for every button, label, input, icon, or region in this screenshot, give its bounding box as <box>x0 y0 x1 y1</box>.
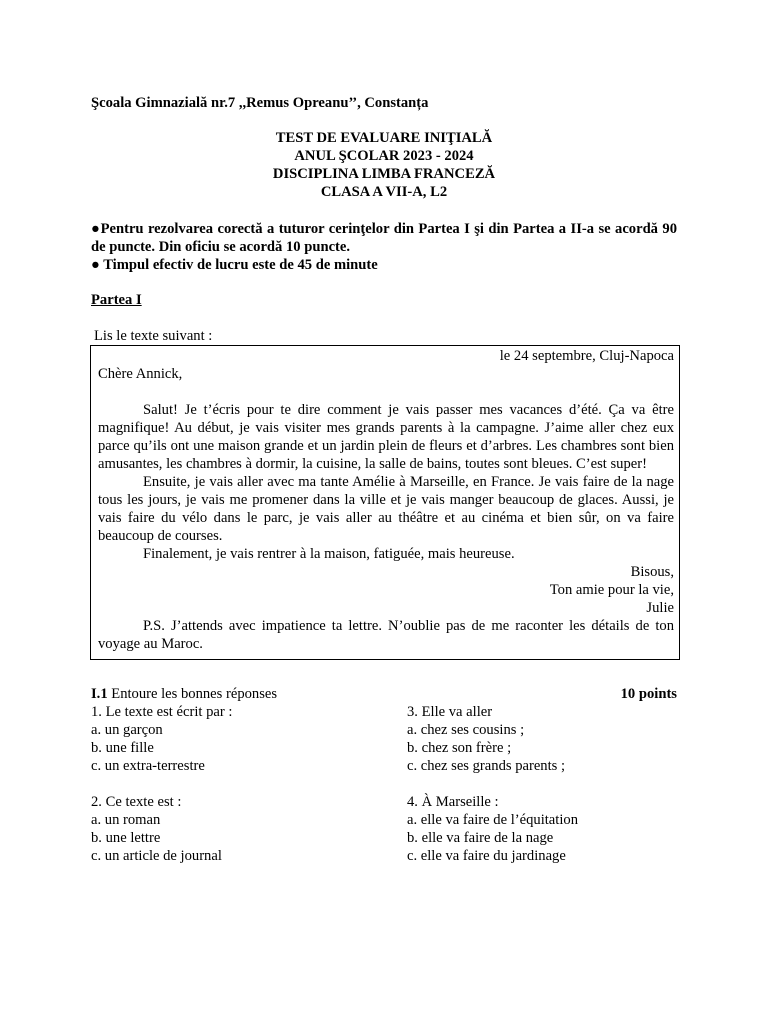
question-prompt: 1. Le texte est écrit par : <box>91 704 233 720</box>
answer-option[interactable]: b. elle va faire de la nage <box>407 830 554 846</box>
answer-option[interactable]: a. elle va faire de l’équitation <box>407 812 578 828</box>
title-line-school-year: ANUL ŞCOLAR 2023 - 2024 <box>294 148 474 164</box>
exercise-points: 10 points <box>620 686 677 702</box>
letter-box <box>90 345 680 660</box>
questions-left-column <box>91 703 391 865</box>
title-line-class: CLASA A VII-A, L2 <box>320 184 448 200</box>
questions-right-column <box>407 703 687 865</box>
title-line-test: TEST DE EVALUARE INIŢIALĂ <box>275 130 493 146</box>
letter-postscript: P.S. J’attends avec impatience ta lettre. N’oublie pas de me raconter les détails de ton voyage au Maroc. <box>98 618 674 652</box>
instruction-points: ●Pentru rezolvarea corectă a tuturor cerinţelor din Partea I şi din Partea a II-a se acordă 90 de puncte. Din oficiu se acordă 10 puncte. <box>91 221 677 255</box>
answer-option[interactable]: c. un extra-terrestre <box>91 758 205 774</box>
letter-paragraph: Ensuite, je vais aller avec ma tante Amélie à Marseille, en France. Je vais faire de la nage tous les jours, je vais me promener dans la ville et je vais manger beaucoup de glaces. Aussi, je vais faire du vélo dans le parc, je vais aller au théâtre et au cinéma et bien sûr, on va faire beaucoup de courses. <box>98 474 674 544</box>
instructions <box>91 220 677 274</box>
letter-closing: Ton amie pour la vie, <box>549 582 674 598</box>
instruction-time: ● Timpul efectiv de lucru este de 45 de minute <box>91 257 378 273</box>
letter-paragraph: Finalement, je vais rentrer à la maison, fatiguée, mais heureuse. <box>143 546 515 562</box>
answer-option[interactable]: c. chez ses grands parents ; <box>407 758 566 774</box>
letter-signature: Julie <box>646 600 674 616</box>
school-name: Şcoala Gimnazială nr.7 ,,Remus Opreanu’’, Constanța <box>91 95 429 111</box>
question-prompt: 2. Ce texte est : <box>91 794 182 810</box>
letter-paragraph: Salut! Je t’écris pour te dire comment je vais passer mes vacances d’été. Ça va être magnifique! Au début, je vais visiter mes grands parents à la campagne. J’aime aller chez eux parce qu’ils ont une maison grande et un jardin plein de fleurs et d’arbres. Les chambres sont bien amusantes, les chambres à dormir, la cuisine, la salle de bains, toutes sont bleues. C’est super! <box>98 402 674 472</box>
answer-option[interactable]: b. chez son frère ; <box>407 740 512 756</box>
answer-option[interactable]: c. elle va faire du jardinage <box>407 848 566 864</box>
letter-spacer <box>98 383 674 401</box>
reading-intro: Lis le texte suivant : <box>94 328 213 344</box>
answer-option[interactable]: c. un article de journal <box>91 848 222 864</box>
title-line-discipline: DISCIPLINA LIMBA FRANCEZĂ <box>272 166 496 182</box>
letter-greeting: Chère Annick, <box>98 366 183 382</box>
part-title: Partea I <box>91 292 142 308</box>
exercise-instruction: Entoure les bonnes réponses <box>111 686 278 702</box>
answer-option[interactable]: a. un roman <box>91 812 161 828</box>
question-spacer <box>407 775 687 793</box>
question-prompt: 3. Elle va aller <box>407 704 493 720</box>
exercise-header <box>91 685 677 703</box>
letter-closing: Bisous, <box>630 564 674 580</box>
answer-option[interactable]: a. chez ses cousins ; <box>407 722 525 738</box>
letter-date: le 24 septembre, Cluj-Napoca <box>499 348 674 364</box>
question-spacer <box>91 775 391 793</box>
test-title <box>91 129 677 201</box>
exercise-number: I.1 <box>91 686 108 702</box>
answer-option[interactable]: b. une fille <box>91 740 154 756</box>
question-prompt: 4. À Marseille : <box>407 794 499 810</box>
answer-option[interactable]: a. un garçon <box>91 722 163 738</box>
answer-option[interactable]: b. une lettre <box>91 830 161 846</box>
